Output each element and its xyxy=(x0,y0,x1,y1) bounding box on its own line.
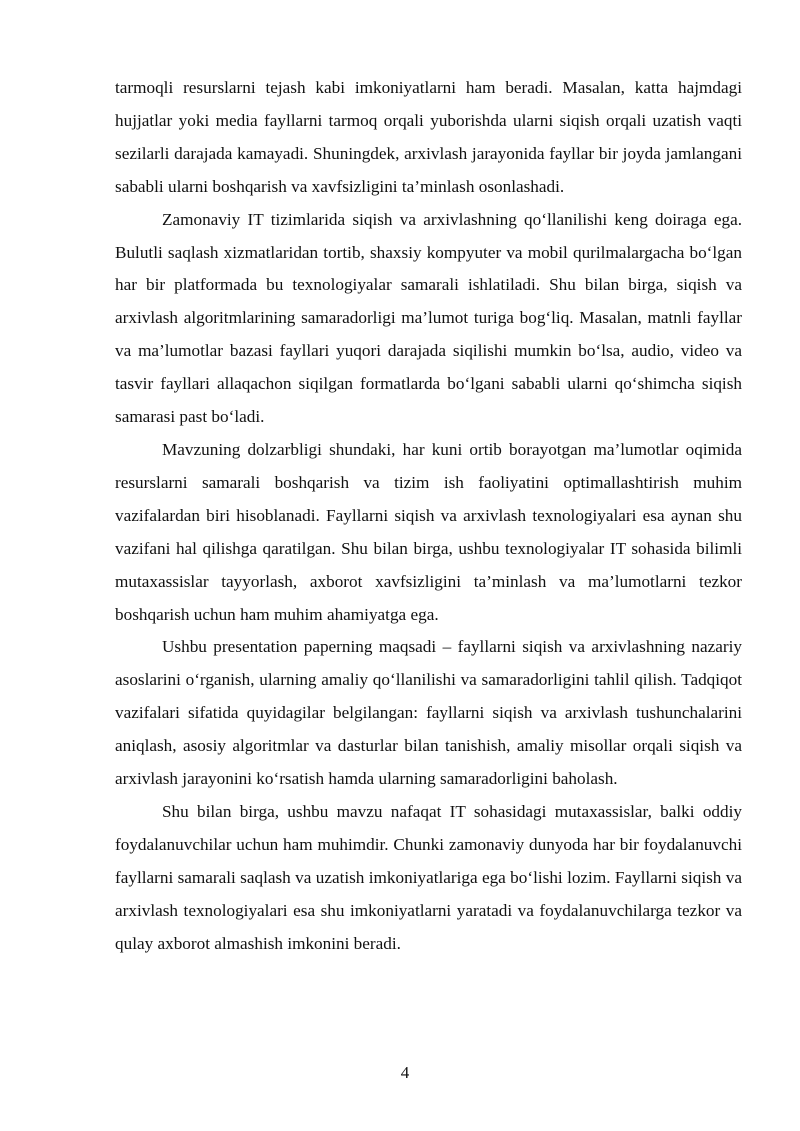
paragraph-applications: Zamonaviy IT tizimlarida siqish va arxivlashning qo‘llanilishi keng doiraga ega. Bulutli saqlash xizmatlaridan tortib, shaxsiy kompyuter va mobil qurilmalargacha bo‘lgan har bir platformada bu texnologiyalar samarali ishlatiladi. Shu bilan birga, siqish va arxivlash algoritmlarining samaradorligi ma’lumot turiga bog‘liq. Masalan, matnli fayllar va ma’lumotlar bazasi fayllari yuqori darajada siqilishi mumkin bo‘lsa, audio, video va tasvir fayllari allaqachon siqilgan formatlarda bo‘lgani sababli ularni qo‘shimcha siqish samarasi past bo‘ladi. xyxy=(115,209,742,427)
paragraph-relevance: Mavzuning dolzarbligi shundaki, har kuni ortib borayotgan ma’lumotlar oqimida resurslarni samarali boshqarish va tizim ish faoliyatini optimallashtirish muhim vazifalardan biri hisoblanadi. Fayllarni siqish va arxivlash texnologiyalari esa aynan shu vazifani hal qilishga qaratilgan. Shu bilan birga, ushbu texnologiyalar IT sohasida bilimli mutaxassislar tayyorlash, axborot xavfsizligini ta’minlash va ma’lumotlarni tezkor boshqarish uchun ham muhim ahamiyatga ega. xyxy=(115,439,742,624)
page-number: 4 xyxy=(400,1063,410,1082)
document-body xyxy=(115,72,742,960)
paragraph-goals: Ushbu presentation paperning maqsadi – fayllarni siqish va arxivlashning nazariy asoslarini o‘rganish, ularning amaliy qo‘llanilishi va samaradorligini tahlil qilish. Tadqiqot vazifalari sifatida quyidagilar belgilangan: fayllarni siqish va arxivlash tushunchalarini aniqlash, asosiy algoritmlar va dasturlar bilan tanishish, amaliy misollar orqali siqish va arxivlash jarayonini ko‘rsatish hamda ularning samaradorligini baholash. xyxy=(115,637,742,789)
paragraph-continuation: tarmoqli resurslarni tejash kabi imkoniyatlarni ham beradi. Masalan, katta hajmdagi hujjatlar yoki media fayllarni tarmoq orqali yuborishda ularni siqish orqali uzatish vaqti sezilarli darajada kamayadi. Shuningdek, arxivlash jarayonida fayllar bir joyda jamlangani sababli ularni boshqarish va xavfsizligini ta’minlash osonlashadi. xyxy=(115,78,742,196)
paragraph-conclusion: Shu bilan birga, ushbu mavzu nafaqat IT sohasidagi mutaxassislar, balki oddiy foydalanuvchilar uchun ham muhimdir. Chunki zamonaviy dunyoda har bir foydalanuvchi fayllarni samarali saqlash va uzatish imkoniyatlariga ega bo‘lishi lozim. Fayllarni siqish va arxivlash texnologiyalari esa shu imkoniyatlarni yaratadi va foydalanuvchilarga tezkor va qulay axborot almashish imkonini beradi. xyxy=(115,801,742,953)
